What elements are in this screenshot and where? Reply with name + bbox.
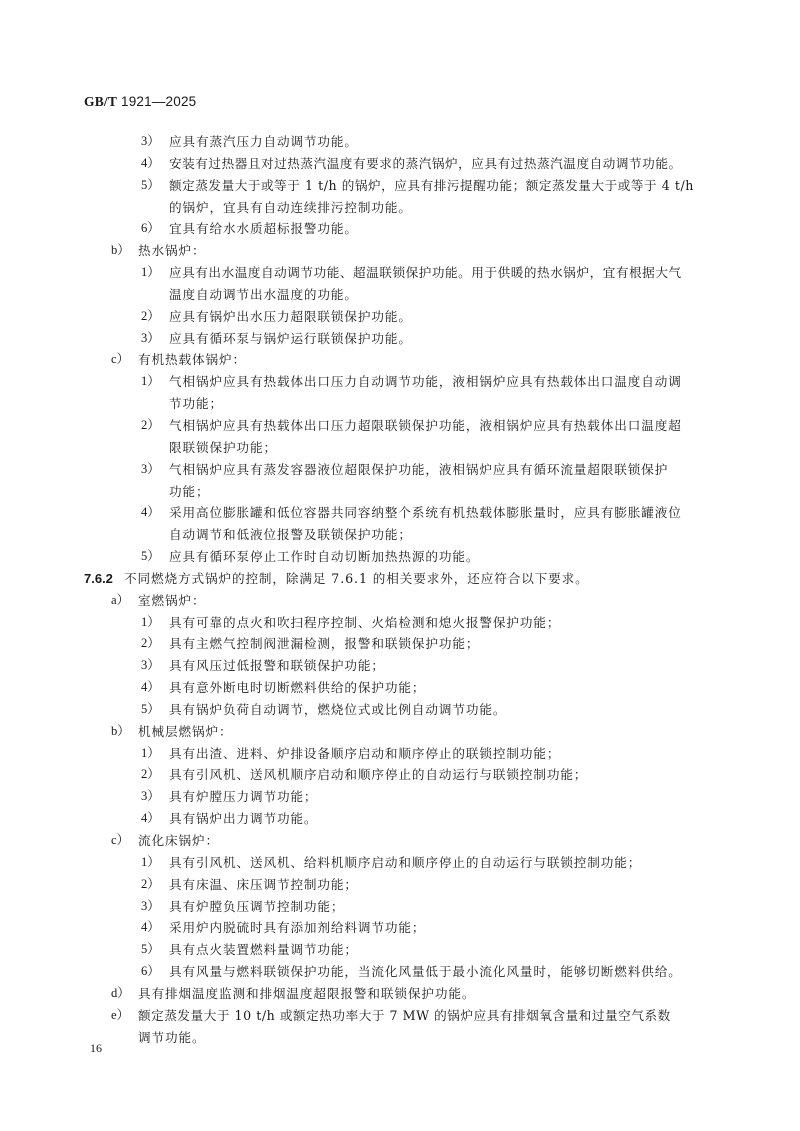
list-marker: 3） bbox=[141, 134, 160, 148]
line-text: 自动调节和低液位报警及联锁保护功能； bbox=[169, 527, 412, 543]
line-text: 具有引风机、送风机顺序启动和顺序停止的自动运行与联锁控制功能； bbox=[169, 767, 588, 783]
list-item-numbered bbox=[0, 743, 800, 765]
list-item-numbered bbox=[0, 786, 800, 808]
list-item-lettered bbox=[0, 830, 800, 852]
list-item-numbered bbox=[0, 808, 800, 830]
line-text: 具有点火装置燃料量调节功能； bbox=[169, 942, 358, 958]
list-marker: 3） bbox=[141, 898, 160, 913]
list-marker: 1） bbox=[141, 374, 160, 389]
list-marker: 4） bbox=[141, 920, 160, 935]
line-text: 具有锅炉负荷自动调节，燃烧位式或比例自动调节功能。 bbox=[169, 701, 507, 717]
line-text: 具有主燃气控制阀泄漏检测，报警和联锁保护功能； bbox=[169, 636, 480, 652]
list-item-numbered bbox=[0, 896, 800, 918]
list-item-numbered bbox=[0, 852, 800, 874]
list-item-numbered bbox=[0, 764, 800, 786]
list-marker: 2） bbox=[141, 636, 160, 651]
line-text: 气相锅炉应具有热载体出口压力超限联锁保护功能，液相锅炉应具有热载体出口温度超 bbox=[169, 417, 682, 433]
list-marker: 1） bbox=[141, 854, 160, 869]
list-item-numbered bbox=[0, 612, 800, 634]
list-marker: 5） bbox=[141, 942, 160, 957]
list-item-lettered bbox=[0, 721, 800, 743]
line-text: 调节功能。 bbox=[138, 1029, 206, 1045]
line-text: 采用高位膨胀罐和低位容器共同容纳整个系统有机热载体膨胀量时，应具有膨胀罐液位 bbox=[169, 505, 682, 521]
list-item-continuation bbox=[0, 1027, 800, 1049]
list-item-lettered bbox=[0, 590, 800, 612]
list-marker: 4） bbox=[141, 680, 160, 695]
list-marker: 2） bbox=[141, 876, 160, 891]
list-item-lettered bbox=[0, 240, 800, 262]
list-marker: 1） bbox=[141, 745, 160, 760]
line-text: 具有床温、床压调节控制功能； bbox=[169, 876, 358, 892]
list-marker: 6） bbox=[141, 964, 160, 979]
standard-number: 1921—2025 bbox=[121, 94, 197, 109]
line-text: 具有风量与燃料联锁保护功能，当流化风量低于最小流化风量时，能够切断燃料供给。 bbox=[169, 964, 682, 980]
list-item-continuation bbox=[0, 437, 800, 459]
line-text: 不同燃烧方式锅炉的控制，除满足 7.6.1 的相关要求外，还应符合以下要求。 bbox=[124, 570, 589, 586]
line-text: 流化床锅炉： bbox=[138, 833, 219, 848]
list-item-numbered bbox=[0, 131, 800, 153]
list-item-numbered bbox=[0, 633, 800, 655]
clause-number: 7.6.2 bbox=[84, 570, 113, 586]
list-item-continuation bbox=[0, 524, 800, 546]
line-text: 具有出渣、进料、炉排设备顺序启动和顺序停止的联锁控制功能； bbox=[169, 745, 561, 761]
line-text: 气相锅炉应具有热载体出口压力自动调节功能，液相锅炉应具有热载体出口温度自动调 bbox=[169, 374, 682, 390]
list-marker: 6） bbox=[141, 221, 160, 236]
line-text: 具有炉膛压力调节功能； bbox=[169, 789, 318, 805]
line-text: 安装有过热器且对过热蒸汽温度有要求的蒸汽锅炉，应具有过热蒸汽温度自动调节功能。 bbox=[169, 155, 682, 171]
list-item-numbered bbox=[0, 655, 800, 677]
list-marker: b） bbox=[111, 723, 130, 738]
list-marker: a） bbox=[111, 592, 130, 607]
list-marker: e） bbox=[111, 1007, 130, 1022]
list-marker: 5） bbox=[141, 549, 160, 564]
line-text: 具有炉膛负压调节控制功能； bbox=[169, 898, 345, 914]
list-marker: 1） bbox=[141, 614, 160, 629]
line-text: 具有锅炉出力调节功能。 bbox=[169, 811, 318, 827]
list-marker: 3） bbox=[141, 789, 160, 804]
line-text: 节功能； bbox=[169, 396, 223, 412]
line-text: 具有可靠的点火和吹扫程序控制、火焰检测和熄火报警保护功能； bbox=[169, 614, 561, 630]
list-marker: 3） bbox=[141, 658, 160, 673]
list-item-numbered bbox=[0, 153, 800, 175]
line-text: 额定蒸发量大于或等于 1 t/h 的锅炉，应具有排污提醒功能；额定蒸发量大于或等于 4 t/h bbox=[169, 177, 694, 193]
list-item-numbered bbox=[0, 371, 800, 393]
line-text: 具有风压过低报警和联锁保护功能； bbox=[169, 658, 385, 674]
list-item-lettered bbox=[0, 1005, 800, 1027]
line-text: 应具有循环泵与锅炉运行联锁保护功能。 bbox=[169, 330, 412, 346]
line-text: 的锅炉，宜具有自动连续排污控制功能。 bbox=[169, 199, 412, 215]
list-marker: c） bbox=[111, 352, 130, 367]
list-marker: 5） bbox=[141, 177, 160, 192]
list-marker: 2） bbox=[141, 767, 160, 782]
line-text: 具有引风机、送风机、给料机顺序启动和顺序停止的自动运行与联锁控制功能； bbox=[169, 854, 642, 870]
list-marker: c） bbox=[111, 833, 130, 847]
list-item-numbered bbox=[0, 328, 800, 350]
line-text: 应具有锅炉出水压力超限联锁保护功能。 bbox=[169, 308, 412, 324]
list-marker: 4） bbox=[141, 505, 160, 520]
list-item-numbered bbox=[0, 218, 800, 240]
list-marker: 2） bbox=[141, 308, 160, 323]
list-item-numbered bbox=[0, 677, 800, 699]
clause-heading bbox=[0, 568, 800, 590]
line-text: 室燃锅炉： bbox=[138, 592, 206, 608]
list-item-continuation bbox=[0, 284, 800, 306]
line-text: 具有排烟温度监测和排烟温度超限报警和联锁保护功能。 bbox=[138, 985, 476, 1001]
list-marker: 3） bbox=[141, 330, 160, 345]
line-text: 应具有蒸汽压力自动调节功能。 bbox=[169, 134, 358, 149]
line-text: 应具有循环泵停止工作时自动切断加热热源的功能。 bbox=[169, 549, 480, 565]
list-item-numbered bbox=[0, 939, 800, 961]
list-marker: b） bbox=[111, 243, 130, 258]
line-text: 具有意外断电时切断燃料供给的保护功能； bbox=[169, 680, 426, 696]
list-item-numbered bbox=[0, 415, 800, 437]
list-item-continuation bbox=[0, 197, 800, 219]
list-marker: 5） bbox=[141, 701, 160, 716]
line-text: 温度自动调节出水温度的功能。 bbox=[169, 286, 358, 302]
line-text: 气相锅炉应具有蒸发容器液位超限保护功能，液相锅炉应具有循环流量超限联锁保护 bbox=[169, 461, 669, 477]
list-item-numbered bbox=[0, 546, 800, 568]
list-item-numbered bbox=[0, 175, 800, 197]
line-text: 有机热载体锅炉： bbox=[138, 352, 246, 368]
list-marker: 4） bbox=[141, 811, 160, 826]
list-item-numbered bbox=[0, 874, 800, 896]
list-item-continuation bbox=[0, 481, 800, 503]
document-body bbox=[0, 131, 800, 1048]
line-text: 宜具有给水水质超标报警功能。 bbox=[169, 221, 358, 237]
line-text: 热水锅炉： bbox=[138, 243, 206, 259]
list-marker: d） bbox=[111, 985, 130, 1000]
line-text: 采用炉内脱硫时具有添加剂给料调节功能； bbox=[169, 920, 426, 936]
line-text: 功能； bbox=[169, 483, 210, 499]
page-number: 16 bbox=[90, 1041, 102, 1055]
list-item-numbered bbox=[0, 917, 800, 939]
list-item-continuation bbox=[0, 393, 800, 415]
list-item-lettered bbox=[0, 349, 800, 371]
list-item-numbered bbox=[0, 961, 800, 983]
list-item-numbered bbox=[0, 306, 800, 328]
list-marker: 1） bbox=[141, 265, 160, 280]
line-text: 限联锁保护功能； bbox=[169, 439, 277, 455]
standard-header bbox=[84, 94, 196, 110]
line-text: 应具有出水温度自动调节功能、超温联锁保护功能。用于供暖的热水锅炉，宜有根据大气 bbox=[169, 265, 682, 281]
line-text: 机械层燃锅炉： bbox=[138, 723, 233, 739]
line-text: 额定蒸发量大于 10 t/h 或额定热功率大于 7 MW 的锅炉应具有排烟氧含量和过量空气系数 bbox=[138, 1007, 671, 1023]
standard-prefix: GB/T bbox=[84, 94, 118, 109]
list-item-numbered bbox=[0, 502, 800, 524]
list-marker: 4） bbox=[141, 155, 160, 170]
list-item-numbered bbox=[0, 459, 800, 481]
list-item-numbered bbox=[0, 699, 800, 721]
list-marker: 2） bbox=[141, 417, 160, 432]
list-marker: 3） bbox=[141, 461, 160, 476]
list-item-numbered bbox=[0, 262, 800, 284]
list-item-lettered bbox=[0, 983, 800, 1005]
